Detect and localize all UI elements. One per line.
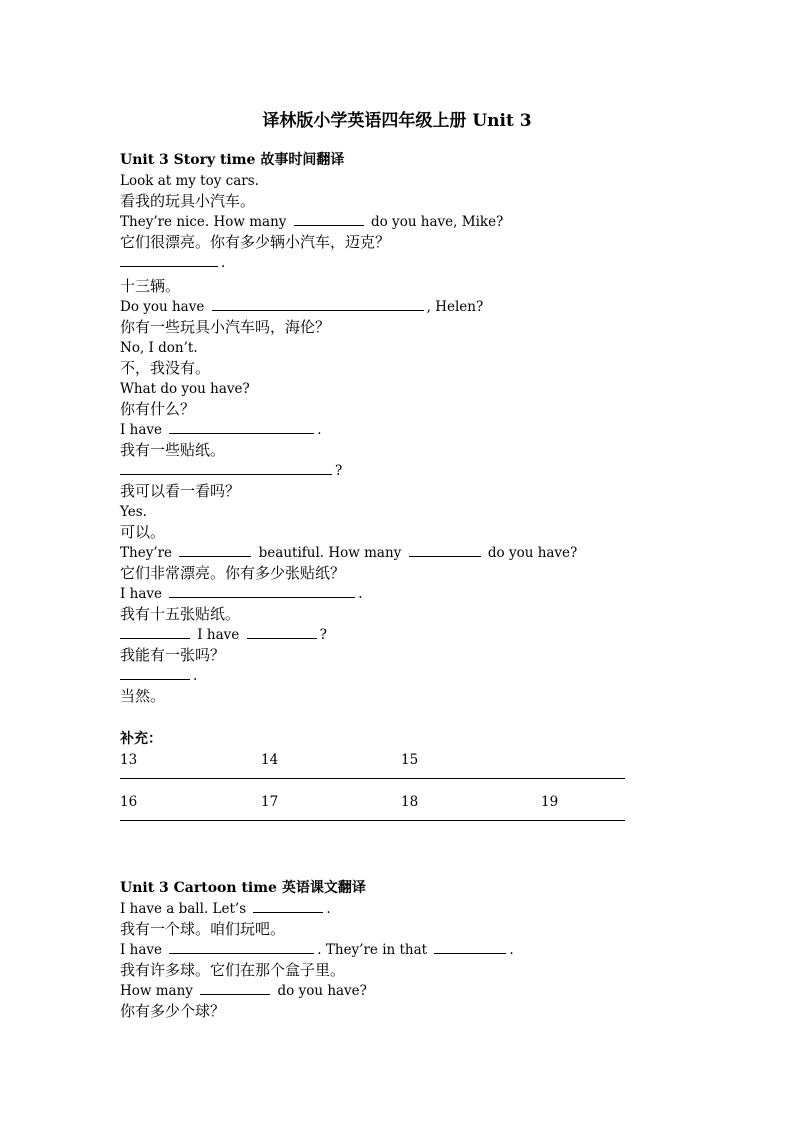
answer-line[interactable] — [120, 778, 625, 779]
number-16: 16 — [120, 794, 138, 810]
story-line-1-cn: 看我的玩具小汽车。 — [120, 192, 256, 210]
cartoon-line-3-cn: 你有多少个球？ — [120, 1002, 226, 1020]
cartoon-line-3-text-b: do you have? — [277, 983, 367, 999]
story-line-10-cn: 它们非常漂亮。你有多少张贴纸？ — [120, 564, 346, 582]
supplement-label: 补充： — [120, 731, 162, 747]
story-line-12-cn: 我能有一张吗？ — [120, 646, 226, 664]
period: . — [326, 901, 331, 917]
story-time-heading: Unit 3 Story time 故事时间翻译 — [120, 152, 345, 168]
story-line-4-cn: 你有一些玩具小汽车吗，海伦？ — [120, 318, 331, 336]
story-line-1-en: Look at my toy cars. — [120, 173, 259, 189]
story-line-8-en — [120, 461, 640, 481]
story-line-10-text-b: beautiful. How many — [258, 545, 402, 561]
number-17: 17 — [261, 794, 279, 810]
question-mark: ? — [335, 463, 343, 479]
answer-blank[interactable] — [247, 625, 317, 639]
period: . — [358, 586, 363, 602]
cartoon-line-1-cn: 我有一个球。咱们玩吧。 — [120, 920, 286, 938]
answer-blank[interactable] — [253, 899, 323, 913]
number-19: 19 — [541, 794, 559, 810]
answer-blank[interactable] — [179, 543, 251, 557]
answer-blank[interactable] — [200, 981, 270, 995]
question-mark: ? — [319, 627, 327, 643]
story-line-10-en — [120, 543, 640, 563]
answer-blank[interactable] — [169, 584, 355, 598]
story-line-3-en — [120, 253, 640, 276]
spacer — [120, 707, 640, 729]
story-line-7-cn: 我有一些贴纸。 — [120, 441, 226, 459]
cartoon-line-3-text-a: How many — [120, 983, 193, 999]
story-line-5-en: No, I don’t. — [120, 340, 198, 356]
story-line-9-cn: 可以。 — [120, 523, 166, 541]
story-line-13-cn: 当然。 — [120, 687, 166, 705]
story-line-5-cn: 不，我没有。 — [120, 359, 211, 377]
story-line-11-cn: 我有十五张贴纸。 — [120, 605, 241, 623]
story-line-9-en: Yes. — [120, 504, 147, 520]
cartoon-time-section — [120, 878, 640, 1022]
story-line-11-text-a: I have — [120, 586, 162, 602]
answer-blank[interactable] — [294, 212, 364, 226]
answer-blank[interactable] — [434, 940, 506, 954]
answer-blank[interactable] — [120, 666, 190, 680]
cartoon-line-3-en — [120, 981, 640, 1001]
number-18: 18 — [401, 794, 419, 810]
story-line-12-en — [120, 625, 640, 645]
story-line-12-text-b: I have — [197, 627, 240, 643]
period: . — [509, 942, 514, 958]
story-line-2-text-a: They’re nice. How many — [120, 214, 287, 230]
answer-blank[interactable] — [120, 253, 218, 267]
answer-blank[interactable] — [212, 297, 424, 311]
cartoon-line-2-text-b: . They’re in that — [317, 942, 428, 958]
story-line-2-cn: 它们很漂亮。你有多少辆小汽车，迈克？ — [120, 233, 391, 251]
number-row-2 — [120, 792, 640, 834]
cartoon-line-1-en — [120, 899, 640, 919]
answer-blank[interactable] — [169, 940, 314, 954]
answer-line[interactable] — [120, 820, 625, 821]
story-line-13-en — [120, 666, 640, 686]
answer-blank[interactable] — [409, 543, 481, 557]
story-line-10-text-c: do you have? — [487, 545, 578, 561]
story-line-4-en — [120, 297, 640, 317]
story-line-4-text-b: , Helen? — [426, 299, 484, 315]
story-line-2-text-b: do you have, Mike? — [371, 214, 504, 230]
number-15: 15 — [401, 752, 419, 768]
page-title: 译林版小学英语四年级上册 Unit 3 — [262, 111, 532, 131]
cartoon-line-2-en — [120, 940, 640, 960]
answer-blank[interactable] — [120, 625, 190, 639]
story-line-3-cn: 十三辆。 — [120, 277, 181, 295]
cartoon-line-2-cn: 我有许多球。它们在那个盒子里。 — [120, 961, 346, 979]
number-14: 14 — [261, 752, 279, 768]
number-13: 13 — [120, 752, 138, 768]
period: . — [221, 255, 226, 271]
story-line-6-en: What do you have? — [120, 381, 250, 397]
story-line-8-cn: 我可以看一看吗？ — [120, 482, 241, 500]
story-line-7-text-a: I have — [120, 422, 162, 438]
answer-blank[interactable] — [120, 461, 332, 475]
story-line-11-en — [120, 584, 640, 604]
number-row-1 — [120, 750, 640, 792]
story-line-7-en — [120, 420, 640, 440]
period: . — [193, 668, 198, 684]
cartoon-line-2-text-a: I have — [120, 942, 162, 958]
answer-blank[interactable] — [169, 420, 314, 434]
story-line-2-en — [120, 212, 640, 232]
story-line-10-text-a: They’re — [120, 545, 173, 561]
story-line-6-cn: 你有什么？ — [120, 400, 196, 418]
cartoon-time-heading: Unit 3 Cartoon time 英语课文翻译 — [120, 880, 366, 896]
period: . — [317, 422, 322, 438]
story-time-section — [120, 150, 640, 834]
story-line-4-text-a: Do you have — [120, 299, 205, 315]
cartoon-line-1-text-a: I have a ball. Let’s — [120, 901, 247, 917]
